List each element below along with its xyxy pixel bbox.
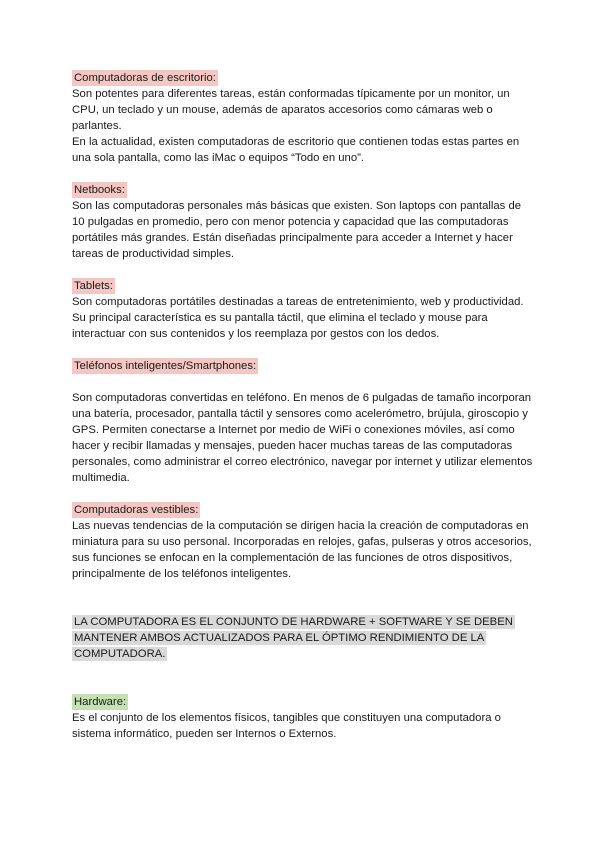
section-paragraph: Son computadoras portátiles destinadas a tareas de entretenimiento, web y productividad. Su principal característica es su pantalla táctil, que elimina el teclado y mouse para interactuar con sus contenidos y los reemplaza por gestos con los dedos.	[72, 296, 524, 340]
section-heading: Netbooks:	[74, 184, 125, 196]
section-computadoras-escritorio	[72, 70, 534, 166]
summary-banner-block	[72, 614, 534, 662]
section-heading: Computadoras vestibles:	[74, 504, 199, 516]
section-heading: Tablets:	[74, 280, 113, 292]
section-paragraph: Son computadoras convertidas en teléfono. En menos de 6 pulgadas de tamaño incorporan una batería, procesador, pantalla táctil y sensores como acelerómetro, brújula, giroscopio y GPS. Permiten conectarse a Internet por medio de WiFi o conexiones móviles, así como hacer y recibir llamadas y mensajes, pueden hacer muchas tareas de las computadoras personales, como administrar el correo electrónico, navegar por internet y utilizar elementos multimedia.	[72, 392, 533, 484]
section-computadoras-vestibles	[72, 502, 534, 582]
summary-banner: LA COMPUTADORA ES EL CONJUNTO DE HARDWARE + SOFTWARE Y SE DEBEN MANTENER AMBOS ACTUALIZADOS PARA EL ÓPTIMO RENDIMIENTO DE LA COMPUTADORA.	[74, 616, 513, 660]
section-smartphones	[72, 358, 534, 486]
section-paragraph: Las nuevas tendencias de la computación se dirigen hacia la creación de computadoras en miniatura para su uso personal. Incorporadas en relojes, gafas, pulseras y otros accesorios, sus funciones se enfocan en la complementación de las funciones de otros dispositivos, principalmente de los teléfonos inteligentes.	[72, 520, 532, 580]
section-heading: Computadoras de escritorio:	[74, 72, 216, 84]
section-netbooks	[72, 182, 534, 262]
hardware-paragraph: Es el conjunto de los elementos físicos, tangibles que constituyen una computadora o sistema informático, pueden ser Internos o Externos.	[72, 712, 501, 740]
document-page	[72, 70, 534, 742]
section-paragraph: Son potentes para diferentes tareas, están conformadas típicamente por un monitor, un CPU, un teclado y un mouse, además de aparatos accesorios como cámaras web o parlantes.	[72, 88, 510, 132]
section-tablets	[72, 278, 534, 342]
hardware-heading: Hardware:	[74, 696, 127, 708]
section-paragraph: Son las computadoras personales más básicas que existen. Son laptops con pantallas de 10 pulgadas en promedio, pero con menor potencia y capacidad que las computadoras portátiles más grandes. Están diseñadas principalmente para acceder a Internet y hacer tareas de productividad simples.	[72, 200, 522, 260]
section-paragraph: En la actualidad, existen computadoras de escritorio que contienen todas estas partes en una sola pantalla, como las iMac o equipos “Todo en uno”.	[72, 136, 520, 164]
section-hardware	[72, 694, 534, 742]
section-heading: Teléfonos inteligentes/Smartphones:	[74, 360, 257, 372]
